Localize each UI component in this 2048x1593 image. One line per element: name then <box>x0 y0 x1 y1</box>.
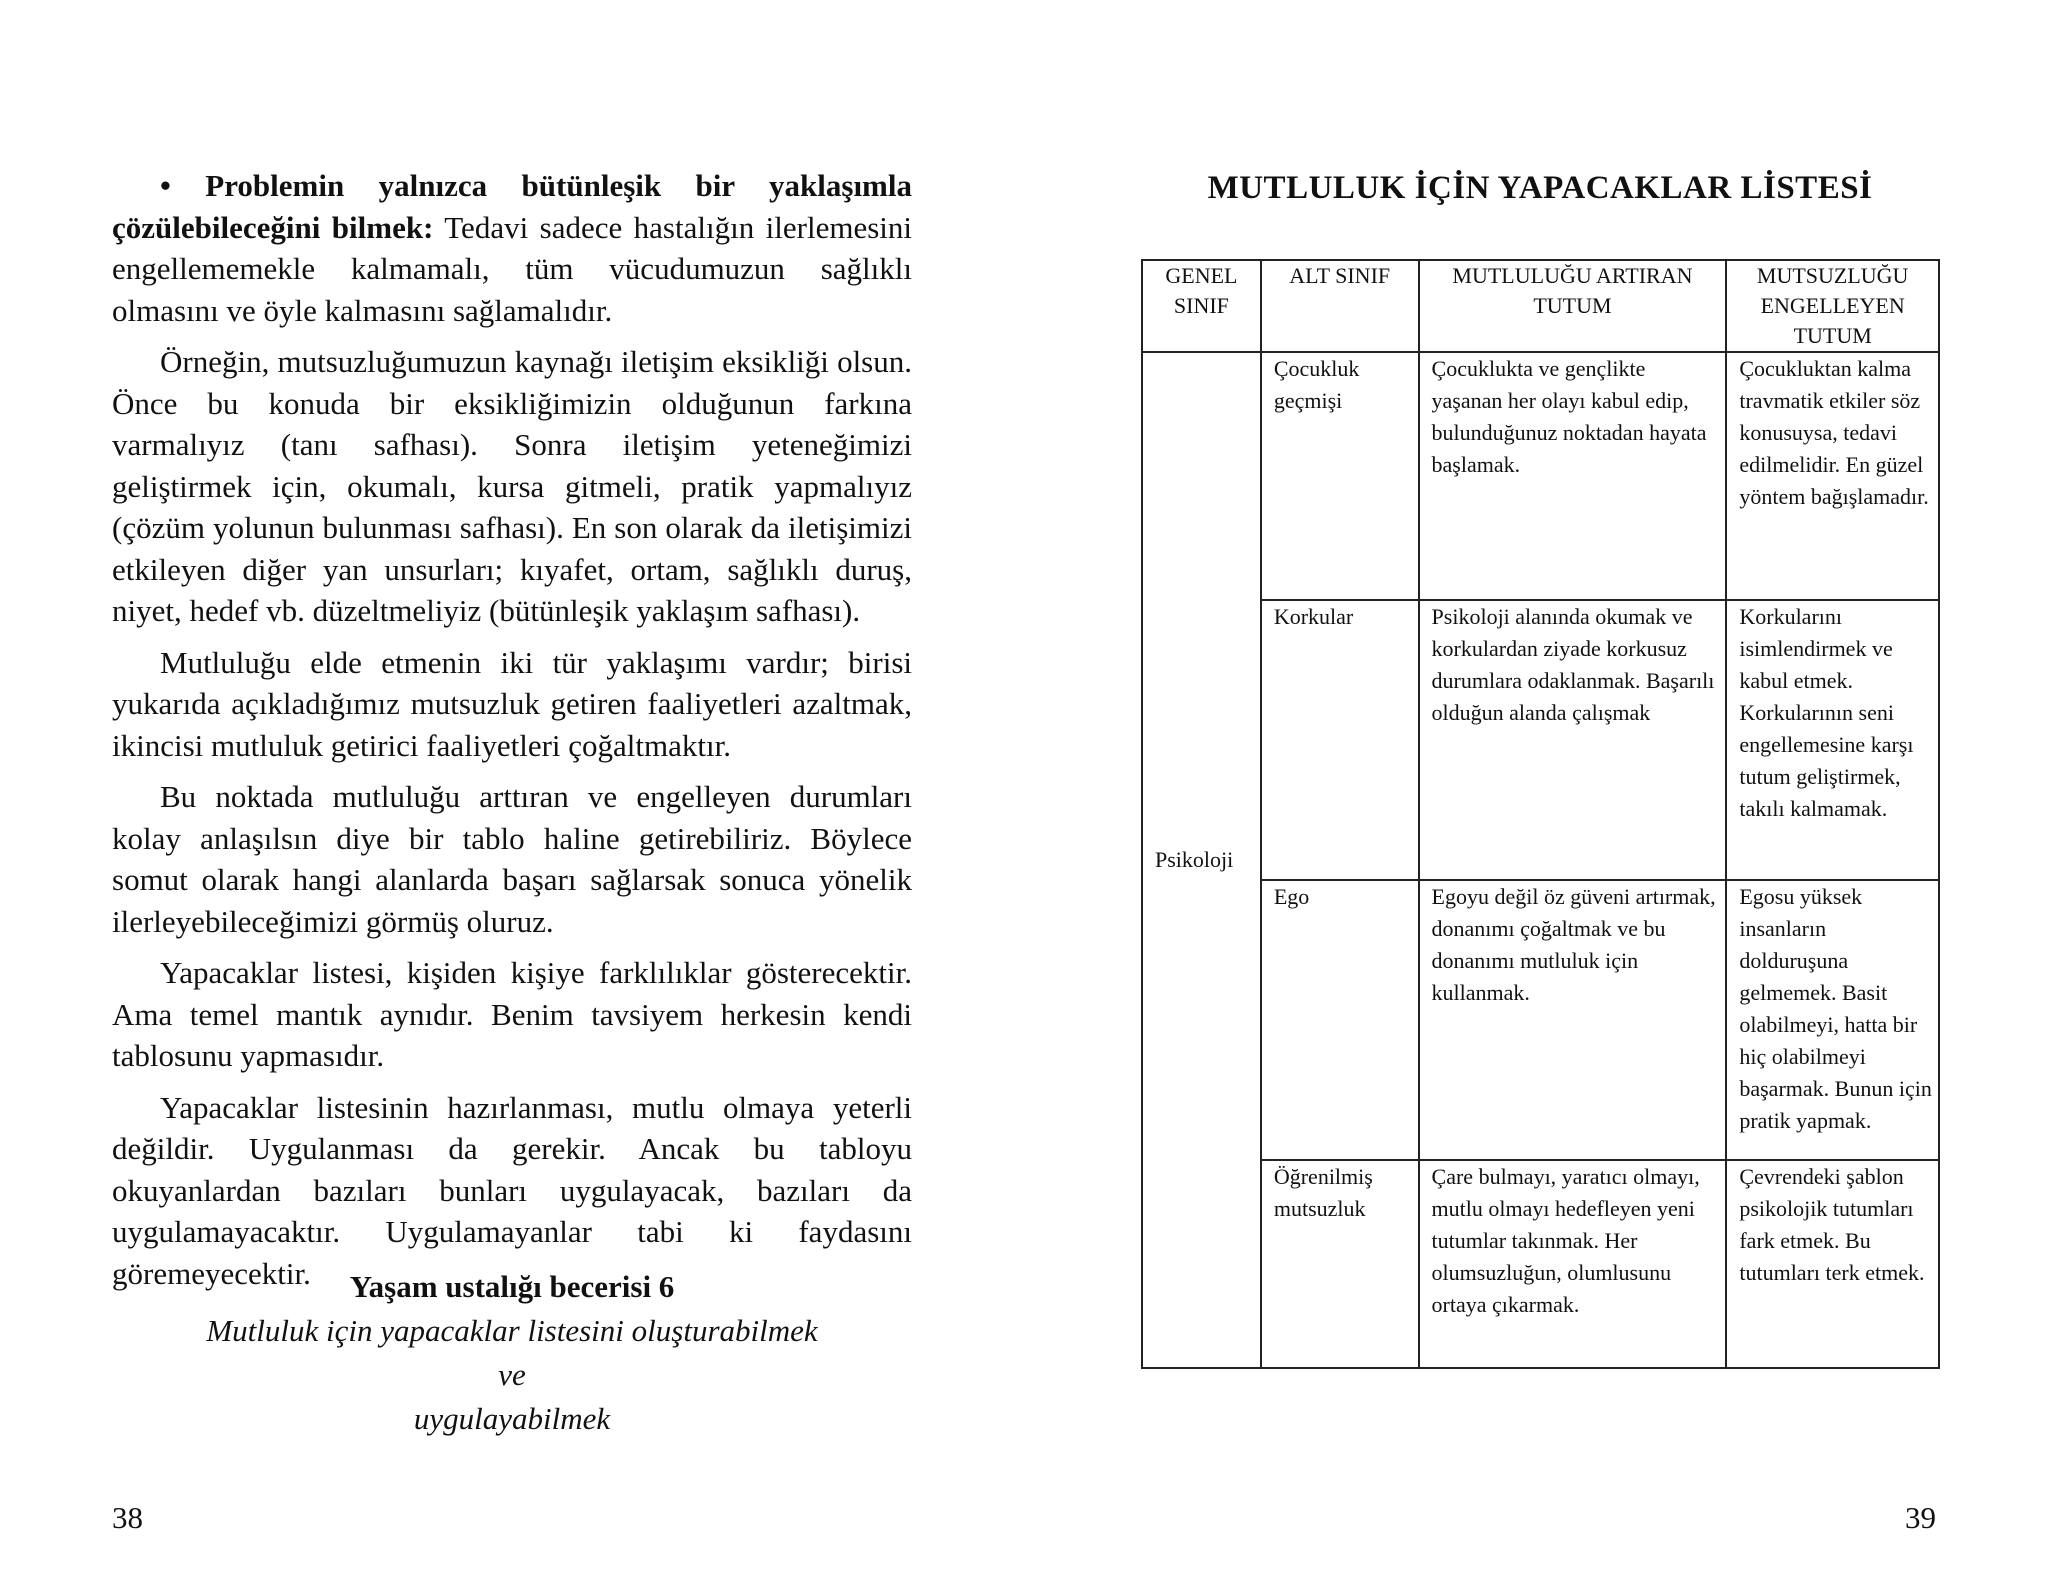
sub-class-cell: Korkular <box>1261 600 1419 880</box>
sub-class-cell: Ego <box>1261 880 1419 1160</box>
increase-cell: Egoyu değil öz güveni artırmak, donanımı çoğaltmak ve bu donanımı mutluluk için kullanmak. <box>1419 880 1727 1160</box>
prevent-cell: Korkularını isimlendirmek ve kabul etmek. Korkularının seni engellemesine karşı tutum geliştirmek, takılı kalmamak. <box>1726 600 1939 880</box>
header-prevent: MUTSUZLUĞU ENGELLEYEN TUTUM <box>1726 260 1939 352</box>
increase-cell: Çare bulmayı, yaratıcı olmayı, mutlu olmayı hedefleyen yeni tutumlar takınmak. Her olumsuzluğun, olumlusunu ortaya çıkarmak. <box>1419 1160 1727 1368</box>
header-increase: MUTLULUĞU ARTIRAN TUTUM <box>1419 260 1727 352</box>
increase-cell: Çocuklukta ve gençlikte yaşanan her olayı kabul edip, bulunduğunuz noktadan hayata başlamak. <box>1419 352 1727 600</box>
happiness-table <box>1141 259 1940 1369</box>
skill-line-2: ve <box>498 1357 526 1392</box>
table-row <box>1142 600 1939 880</box>
life-skill-box <box>112 1265 912 1441</box>
skill-line-1: Mutluluk için yapacaklar listesini oluşturabilmek <box>206 1313 818 1348</box>
table-row <box>1142 352 1939 600</box>
paragraph-3: Mutluluğu elde etmenin iki tür yaklaşımı vardır; birisi yukarıda açıkladığımız mutsuzluk getiren faaliyetleri azaltmak, ikincisi mutluluk getirici faaliyetleri çoğaltmaktır. <box>112 644 912 763</box>
sub-class-cell: Öğrenilmiş mutsuzluk <box>1261 1160 1419 1368</box>
paragraph-1 <box>112 165 912 331</box>
increase-cell: Psikoloji alanında okumak ve korkulardan ziyade korkusuz durumlara odaklanmak. Başarılı olduğun alanda çalışmak <box>1419 600 1727 880</box>
paragraph-6: Yapacaklar listesinin hazırlanması, mutlu olmaya yeterli değildir. Uygulanması da gerekir. Ancak bu tabloyu okuyanlardan bazıları bunları uygulayacak, bazıları da uygulamayacaktır. Uygulamayanlar tabi ki faydasını göremeyecektir. <box>112 1089 912 1291</box>
prevent-cell: Egosu yüksek insanların dolduruşuna gelmemek. Basit olabilmeyi, hatta bir hiç olabilmeyi başarmak. Bunun için pratik yapmak. <box>1726 880 1939 1160</box>
prevent-cell: Çevrendeki şablon psikolojik tutumları fark etmek. Bu tutumları terk etmek. <box>1726 1160 1939 1368</box>
table-row <box>1142 880 1939 1160</box>
table-title: MUTLULUK İÇİN YAPACAKLAR LİSTESİ <box>1207 170 1873 206</box>
sub-class-cell: Çocukluk geçmişi <box>1261 352 1419 600</box>
header-general: GENEL SINIF <box>1142 260 1261 352</box>
skill-line-3: uygulayabilmek <box>413 1401 611 1436</box>
skill-title: Yaşam ustalığı becerisi 6 <box>349 1269 675 1304</box>
general-class-cell: Psikoloji <box>1142 352 1261 1368</box>
paragraph-2: Örneğin, mutsuzluğumuzun kaynağı iletişim eksikliği olsun. Önce bu konuda bir eksikliğimizin olduğunun farkına varmalıyız (tanı safhası). Sonra iletişim yeteneğimizi geliştirmek için, okumalı, kursa gitmeli, pratik yapmalıyız (çözüm yolunun bulunması safhası). En son olarak da iletişimizi etkileyen diğer yan unsurları; kıyafet, ortam, sağlıklı duruş, niyet, hedef vb. düzeltmeliyiz (bütünleşik yaklaşım safhası). <box>112 344 912 628</box>
paragraph-1-bold: • Problemin yalnızca bütünleşik bir yaklaşımla çözülebileceğini bilmek: <box>112 168 912 245</box>
page-number-left: 38 <box>112 1500 143 1535</box>
paragraph-1-text: Tedavi sadece hastalığın ilerlemesini engellememekle kalmamalı, tüm vücudumuzun sağlıklı olmasını ve öyle kalmasını sağlamalıdır. <box>112 209 912 328</box>
table-row <box>1142 1160 1939 1368</box>
paragraph-4: Bu noktada mutluluğu arttıran ve engelleyen durumları kolay anlaşılsın diye bir tablo haline getirebiliriz. Böylece somut olarak hangi alanlarda başarı sağlarsak sonuca yönelik ilerleyebileceğimizi görmüş oluruz. <box>112 779 912 939</box>
header-sub: ALT SINIF <box>1261 260 1419 352</box>
table-header-row <box>1142 260 1939 352</box>
paragraph-5: Yapacaklar listesi, kişiden kişiye farklılıklar gösterecektir. Ama temel mantık aynıdır. Benim tavsiyem herkesin kendi tablosunu yapmasıdır. <box>112 955 912 1073</box>
left-page <box>112 165 912 1304</box>
prevent-cell: Çocukluktan kalma travmatik etkiler söz konusuysa, tedavi edilmelidir. En güzel yöntem bağışlamadır. <box>1726 352 1939 600</box>
page-number-right: 39 <box>1905 1500 1936 1535</box>
